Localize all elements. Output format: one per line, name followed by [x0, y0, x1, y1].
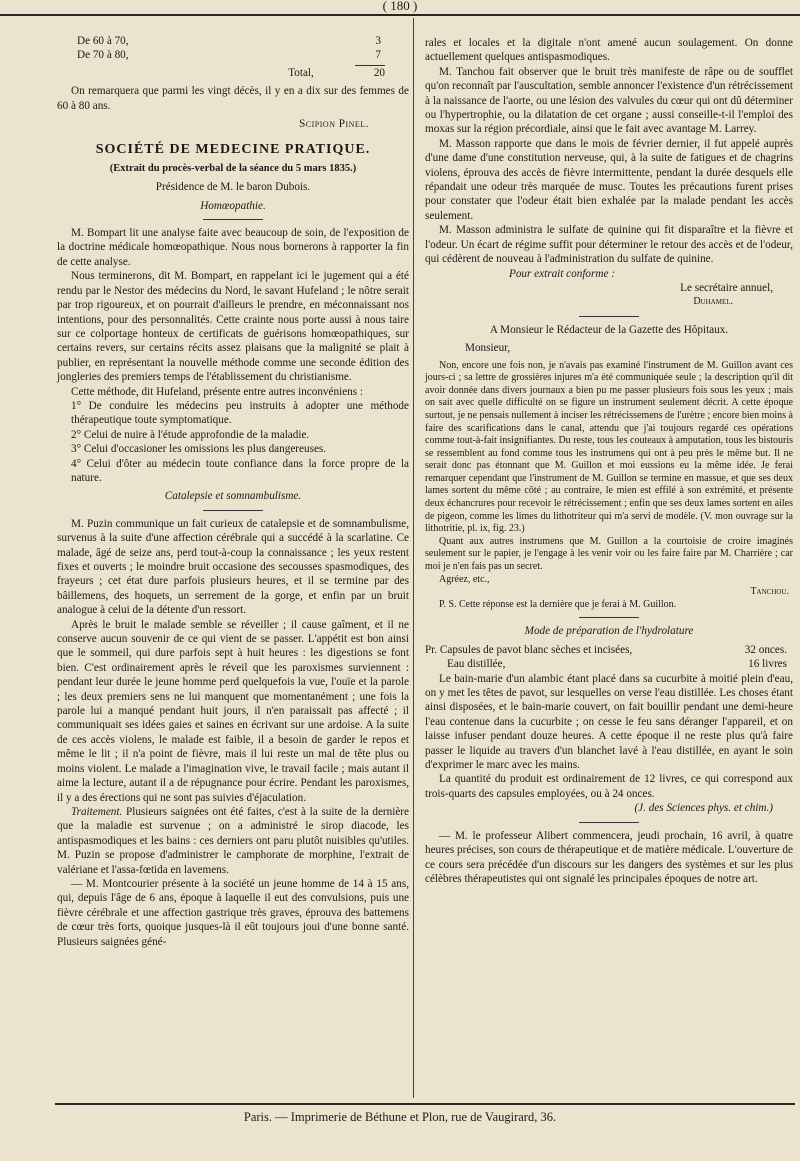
paragraph: — M. Montcourier présente à la société un jeune homme de 14 à 15 ans, qui, depuis l'âge de 6 ans, époque à laquelle il eut des convulsions, puis une fièvre cérébrale et une affection gastrique très graves, éprouva des battemens de cœur très forts, quoique jusques-là il eût toujours joui d'une bonne santé. Plusieurs saignées géné-: [57, 877, 409, 948]
paragraph: Nous terminerons, dit M. Bompart, en rappelant ici le jugement qui a été rendu par le Nestor des médecins du Nord, le savant Hufeland ; le nôtre serait par trop rigoureux, et on pourrait d'ailleurs le prendre, en méconnaissant nos intentions, pour des personnalités. Cette crainte nous porte aussi à nous taire sur ce colportage honteux de certificats de guérisons homœopathiques, sur certains revers, sur certains récits assez plaisans que la malignité se plait à publier, en représentant la nouvelle méthode comme une seconde édition des jongleries des premiers temps de l'établissement du christianisme.: [57, 270, 409, 384]
letter-paragraph: Non, encore une fois non, je n'avais pas examiné l'instrument de M. Guillon avant ces jours-ci ; sa lettre de grossières injures m'a été communiquée seule ; la description qu'il dit avoir donnée dans divers journaux a bien pu me passer plusieurs fois sous les yeux ; mais on sait avec quelle difficulté on se figure un instrument seulement décrit. A cette époque surtout, je ne pensais nullement à inciser les rétrécissemens de l'urètre ; encore bien moins à faire des scarifications dans le canal, attendu que j'ai toujours regardé ces opérations comme tout-à-fait insignifiantes. Du reste, tous les couteaux à amputation, tous les bistouris se ressemblent au fond comme tous les instrumens qui ont à peu près le même but. Il ne serait donc pas étonnant que M. Guillon et moi eussions eu la même idée. Je ferai remarquer cependant que l'instrument de M. Guillon se termine en massue, et que ses deux lames sortent du même côté ; au contraire, le mien est effilé à son extrémité, et présente deux échancrures pour recevoir le rétrécissement ; enfin que ses deux lames sortent en ailes de pigeon, comme les limes du lithotriteur qui m'a servi de modèle. (V. mon ouvrage sur la lithotritie, pl. ix, fig. 23.): [425, 359, 793, 535]
preparation-heading: Mode de préparation de l'hydrolature: [524, 625, 694, 638]
section-rule: [579, 617, 639, 618]
column-divider: [413, 18, 414, 1098]
recipe-line: [425, 657, 793, 671]
paragraph: La quantité du produit est ordinairement de 12 livres, ce qui correspond aux trois-quarts des capsules employées, ou à 24 onces.: [425, 773, 793, 800]
list-item: 3° Celui d'occasioner les omissions les plus dangereuses.: [71, 443, 327, 456]
recipe-ingredient: Eau distillée,: [447, 658, 506, 671]
paragraph: M. Bompart lit une analyse faite avec beaucoup de soin, de l'exposition de la doctrine médicale homœopathique. Nous nous bornerons à rapporter la fin de cette analyse.: [57, 227, 409, 268]
stats-value: 7: [375, 49, 381, 62]
stats-row: [57, 34, 409, 48]
recipe-line: [425, 643, 793, 657]
presidency-line: Présidence de M. le baron Dubois.: [155, 181, 311, 194]
treatment-text: Plusieurs saignées ont été faites, c'est à la suite de la dernière que la maladie est survenue ; on a administré le sirop diacode, les antispasmodiques et les bains : ces derniers ont paru plutôt nuisibles qu'utiles. M. Puzin se propose d'administrer le camphorate de morphine, l'extrait de valériane et l'assa-fœtida en lavemens.: [57, 805, 409, 876]
total-value: 20: [373, 66, 385, 79]
paragraph: Après le bruit le malade semble se réveiller ; il cause gaîment, et il ne conserve aucun souvenir de ce qui vient de se passer. L'appétit est bon ainsi que le sommeil, qui dure parfois sept à huit heures : les digestions se font bien. C'est ordinairement après le réveil que les paroxismes surviennent : pendant leur durée le jeune homme perd quelquefois la vue, l'ouïe et la parole ; les deux premiers sens ne lui manquent que momentanément ; une fois la parole lui a manqué pendant huit jours, il n'en paraissait pas affecté ; il communiquait ses idées gaies et saines en écrivant sur une ardoise. A la suite de ces accès violens, le malade est faible, il a besoin de garder le repos et même le lit ; il n'a point de fièvre, mais il lui reste un mal de tête plus ou moins violent. Le malade a l'imagination vive, le travail facile ; mais autant il aime la lecture, autant il a de répugnance pour écrire. Pendant les paroxismes, il y a des érections qui ne sont pas suivies d'éjaculation.: [57, 618, 409, 804]
total-label: Total,: [288, 66, 314, 79]
heading-rule: [203, 510, 263, 511]
imprint-footer: Paris. — Imprimerie de Béthune et Plon, rue de Vaugirard, 36.: [243, 1110, 557, 1124]
source-citation: (J. des Sciences phys. et chim.): [634, 802, 773, 815]
page-header: [0, 0, 800, 16]
left-column: [57, 34, 409, 949]
stats-total: [57, 66, 409, 80]
letter-signature: Tanchou.: [750, 586, 789, 598]
recipe-quantity: 16 livres: [748, 658, 787, 671]
page-number: ( 180 ): [382, 0, 418, 13]
paragraph: — M. le professeur Alibert commencera, jeudi prochain, 16 avril, à quatre heures précises, son cours de thérapeutique et de matière médicale. L'ouverture de ce cours sera précédée d'un discours sur les dangers des systèmes et sur les plus célèbres thérapeutistes qui ont signalé les principales époques de notre art.: [425, 829, 793, 885]
footer-rule: [55, 1103, 795, 1105]
letter-paragraph: Quant aux autres instrumens que M. Guillon a la courtoisie de croire imaginés seulement sur le papier, je l'engage à les venir voir ou les faire faire par M. Charrière ; car moi je n'en fais pas un secret.: [425, 535, 793, 573]
remark-paragraph: On remarquera que parmi les vingt décès, il y en a dix sur des femmes de 60 à 80 ans.: [57, 85, 409, 112]
section-rule: [579, 822, 639, 823]
paragraph: M. Tanchou fait observer que le bruit très manifeste de râpe ou de soufflet qu'on reconnaît par l'auscultation, semble annoncer l'existence d'un rétrécissement à la naissance de l'aorte, ou une lésion des valvules du cœur qui ont dû déterminer ou l'hypertrophie, ou la dilatation de cet organe ; aussi conseille-t-il l'emploi des moxas sur la région précordiale, ainsi que le fait avec avantage M. Larrey.: [425, 65, 793, 136]
letter-salutation: Monsieur,: [465, 342, 511, 355]
treatment-lead: Traitement.: [71, 805, 123, 818]
paragraph: rales et locales et la digitale n'ont amené aucun soulagement. On donne actuellement quelques antispasmodiques.: [425, 37, 793, 64]
signature-pinel: Scipion Pinel.: [299, 118, 369, 131]
section-rule: [579, 316, 639, 317]
stats-value: 3: [375, 35, 381, 47]
secretary-name: Duhamel.: [693, 296, 733, 308]
paragraph: Cette méthode, dit Hufeland, présente entre autres inconvéniens :: [71, 385, 364, 398]
paragraph: [57, 805, 409, 877]
postscript: P. S. Cette réponse est la dernière que je ferai à M. Guillon.: [439, 598, 677, 610]
extract-line: (Extrait du procès-verbal de la séance du 5 mars 1835.): [109, 162, 357, 174]
stats-label: De 70 à 80,: [77, 49, 129, 62]
paragraph: Le bain-marie d'un alambic étant placé dans sa cucurbite à moitié plein d'eau, on y met les têtes de pavot, sur lesquelles on verse l'eau distillée. Les choses étant ainsi disposées, et le bain-marie couvert, on fait bouillir pendant une demi-heure l'eau contenue dans la cucurbite ; on cesse le feu sans déranger l'appareil, et on laisse infuser pendant douze heures. A cette époque il ne reste plus qu'à faire passer le liquide au travers d'un blanchet lavé à l'eau distillée, en ayant le soin d'exprimer le marc avec les mains.: [425, 672, 793, 772]
conform-line: Pour extrait conforme :: [509, 267, 615, 280]
letter-closing: Agréez, etc.,: [439, 573, 490, 585]
stats-row: [57, 48, 409, 62]
recipe-ingredient: Pr. Capsules de pavot blanc sèches et incisées,: [425, 643, 633, 656]
paragraph: M. Masson rapporte que dans le mois de février dernier, il fut appelé auprès d'une dame d'une constitution nerveuse, qui, à la suite de fatigues et de chagrins violens, éprouva des accès de fièvre intermittente, pendant la durée desquels elle répandait une odeur très marquée de musc. Toutes les précautions furent prises pour constater que l'odeur était bien exhalée par la malade pendant les accès seulement.: [425, 137, 793, 222]
list-item: 2° Celui de nuire à l'étude approfondie de la maladie.: [71, 428, 310, 441]
heading-rule: [203, 219, 263, 220]
stats-label: De 60 à 70,: [77, 35, 129, 47]
letter-heading: A Monsieur le Rédacteur de la Gazette des Hôpitaux.: [489, 323, 729, 336]
society-title: SOCIÉTÉ DE MEDECINE PRATIQUE.: [95, 142, 371, 158]
list-item: 1° De conduire les médecins peu instruits à adopter une méthode thérapeutique toute symptomatique.: [71, 399, 409, 427]
section-heading-catalepsy: Catalepsie et somnambulisme.: [164, 490, 302, 503]
paragraph: M. Puzin communique un fait curieux de catalepsie et de somnambulisme, survenus à la suite d'une affection cérébrale qui a succédé à la scarlatine. Ce malade, âgé de seize ans, perd tout-à-coup la connaissance ; les yeux restent fixes et ouverts ; le moindre bruit occasione des secousses spasmodiques, des frayeurs ; cet état dure parfois plusieurs heures, et il se termine par des bâillemens, des hoquets, un serrement de la gorge, et enfin par un bruit analogue à celui de la détente d'un ressort.: [57, 517, 409, 617]
section-heading-homeopathy: Homœopathie.: [200, 199, 266, 212]
recipe-quantity: 32 onces.: [744, 643, 787, 656]
right-column: [425, 36, 793, 886]
secretary-line: Le secrétaire annuel,: [680, 281, 773, 294]
list-item: 4° Celui d'ôter au médecin toute confiance dans la force propre de la nature.: [71, 457, 409, 484]
paragraph: M. Masson administra le sulfate de quinine qui fit disparaître et la fièvre et l'odeur. Un écart de régime suffit pour déterminer le retour des accès et de l'odeur, qui cédèrent de nouveau à l'administration du sulfate de quinine.: [425, 224, 793, 266]
